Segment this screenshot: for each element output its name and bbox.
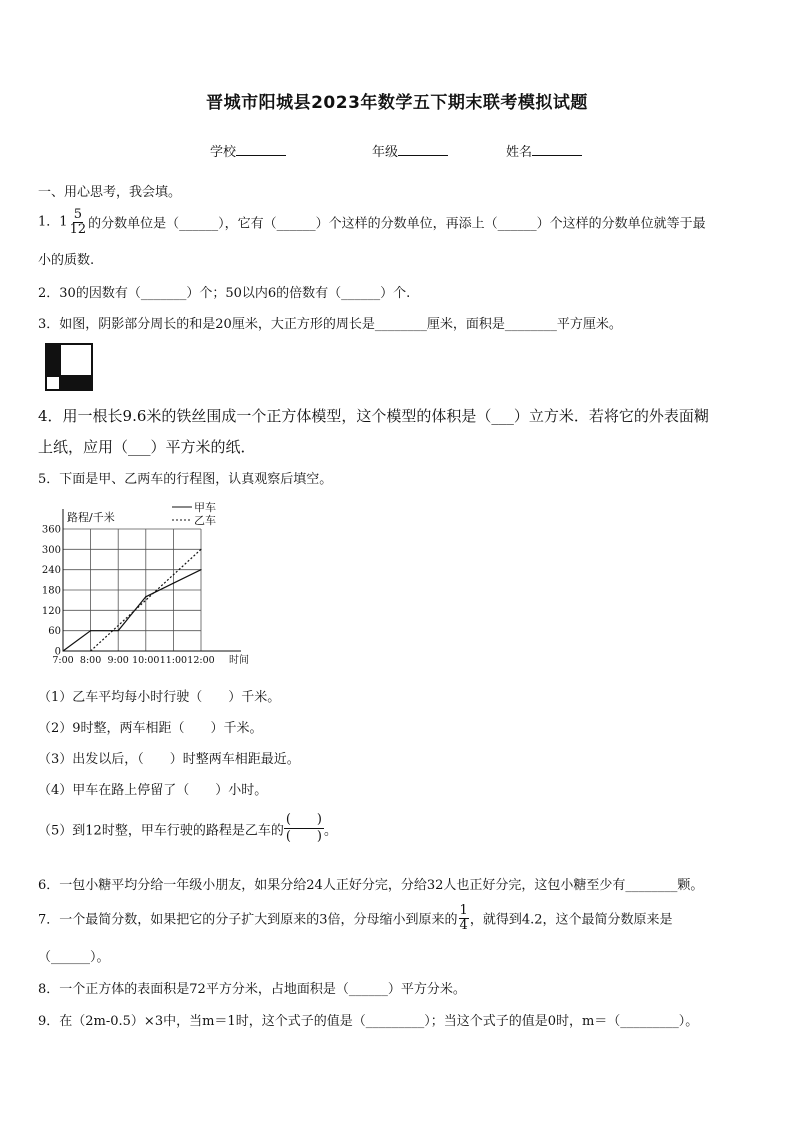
x-tick-label-4: 11:00 xyxy=(159,655,188,666)
point-0-3 xyxy=(145,596,146,597)
grade-blank[interactable] xyxy=(398,142,448,156)
school-blank[interactable] xyxy=(236,142,286,156)
question-7 xyxy=(38,904,673,932)
y-tick-label-0: 0 xyxy=(54,646,61,658)
q5-sub-5-text: （5）到12时整，甲车行驶的路程是乙车的 xyxy=(38,823,284,839)
point-0-0 xyxy=(62,650,63,651)
x-tick-label-3: 10:00 xyxy=(132,655,160,666)
travel-chart xyxy=(36,497,276,672)
q5-sub-5-end: 。 xyxy=(323,823,337,839)
question-4: 4．用一根长9.6米的铁丝围成一个正方体模型，这个模型的体积是（___）立方米．若将它的外表面糊 xyxy=(38,407,709,425)
x-axis-label: 时间 xyxy=(229,655,249,666)
section-heading: 一、用心思考，我会填。 xyxy=(38,185,182,200)
y-tick-label-6: 360 xyxy=(41,524,61,536)
y-tick-label-4: 240 xyxy=(41,565,61,577)
q1-fraction xyxy=(69,208,88,236)
q1-whole: 1 xyxy=(59,214,68,230)
y-tick-label-5: 300 xyxy=(41,544,61,556)
point-1-0 xyxy=(90,650,91,651)
y-axis-label: 路程/千米 xyxy=(67,511,115,524)
y-tick-label-2: 120 xyxy=(41,605,61,617)
question-6: 6．一包小糖平均分给一年级小朋友，如果分给24人正好分完，分给32人也正好分完，这包小糖至少有________颗。 xyxy=(38,878,704,893)
q7-denominator: 4 xyxy=(459,917,468,933)
q1-number: 1． xyxy=(38,214,60,230)
q5-sub-2: （2）9时整，两车相距（ ）千米。 xyxy=(38,721,263,736)
question-1-cont: 小的质数. xyxy=(38,253,95,268)
school-label: 学校 xyxy=(210,145,237,160)
q7-text-2: ，就得到4.2，这个最简分数原来是 xyxy=(469,912,673,928)
q5-sub-5-numerator[interactable]: ( ) xyxy=(284,812,324,829)
point-0-4 xyxy=(173,583,174,584)
point-1-1 xyxy=(200,549,201,550)
q5-sub-4: （4）甲车在路上停留了（ ）小时。 xyxy=(38,783,268,798)
q7-text: 7．一个最简分数，如果把它的分子扩大到原来的3倍，分母缩小到原来的 xyxy=(38,912,458,928)
q7-fraction xyxy=(459,904,469,932)
question-9: 9．在（2m-0.5）×3中，当m＝1时，这个式子的值是（_________）；当这个式子的值是0时，m＝（_________）。 xyxy=(38,1014,699,1029)
point-0-2 xyxy=(118,630,119,631)
question-8: 8．一个正方体的表面积是72平方分米，占地面积是（______）平方分米。 xyxy=(38,982,466,997)
square-figure xyxy=(45,343,93,391)
grade-label: 年级 xyxy=(372,145,399,160)
page-title: 晋城市阳城县2023年数学五下期末联考模拟试题 xyxy=(206,93,588,113)
name-field xyxy=(506,141,582,160)
legend-label-0: 甲车 xyxy=(194,501,216,514)
y-tick-label-3: 180 xyxy=(41,585,61,597)
grade-field xyxy=(372,141,448,160)
q5-sub-5 xyxy=(38,812,337,846)
q1-text: 的分数单位是（______），它有（______）个这样的分数单位，再添上（______）个这样的分数单位就等于最 xyxy=(88,216,706,232)
point-0-1 xyxy=(90,630,91,631)
q5-sub-1: （1）乙车平均每小时行驶（ ）千米。 xyxy=(38,690,281,705)
q5-sub-3: （3）出发以后，（ ）时整两车相距最近。 xyxy=(38,752,300,767)
q7-numerator: 1 xyxy=(459,903,468,918)
x-tick-label-2: 9:00 xyxy=(107,655,129,666)
point-0-5 xyxy=(200,569,201,570)
name-blank[interactable] xyxy=(532,142,582,156)
question-2: 2．30的因数有（_______）个；50以内6的倍数有（______）个. xyxy=(38,286,411,301)
question-5: 5．下面是甲、乙两车的行程图，认真观察后填空。 xyxy=(38,472,333,487)
question-4-cont: 上纸，应用（___）平方米的纸． xyxy=(38,438,256,456)
question-7-cont: （______）。 xyxy=(38,950,110,965)
x-tick-label-5: 12:00 xyxy=(187,655,215,666)
q5-sub-5-fraction xyxy=(284,812,324,846)
question-1 xyxy=(38,208,706,236)
x-tick-label-1: 8:00 xyxy=(79,655,102,666)
x-tick-label-0: 7:00 xyxy=(52,655,74,666)
q1-numerator: 5 xyxy=(73,207,82,222)
question-3: 3．如图，阴影部分周长的和是20厘米，大正方形的周长是________厘米，面积是________平方厘米。 xyxy=(38,317,622,332)
legend-label-1: 乙车 xyxy=(194,514,216,527)
y-tick-label-1: 60 xyxy=(48,626,61,638)
school-field xyxy=(210,141,286,160)
name-label: 姓名 xyxy=(506,145,533,160)
q1-denominator: 12 xyxy=(69,221,87,237)
q5-sub-5-denominator[interactable]: ( ) xyxy=(285,829,322,845)
